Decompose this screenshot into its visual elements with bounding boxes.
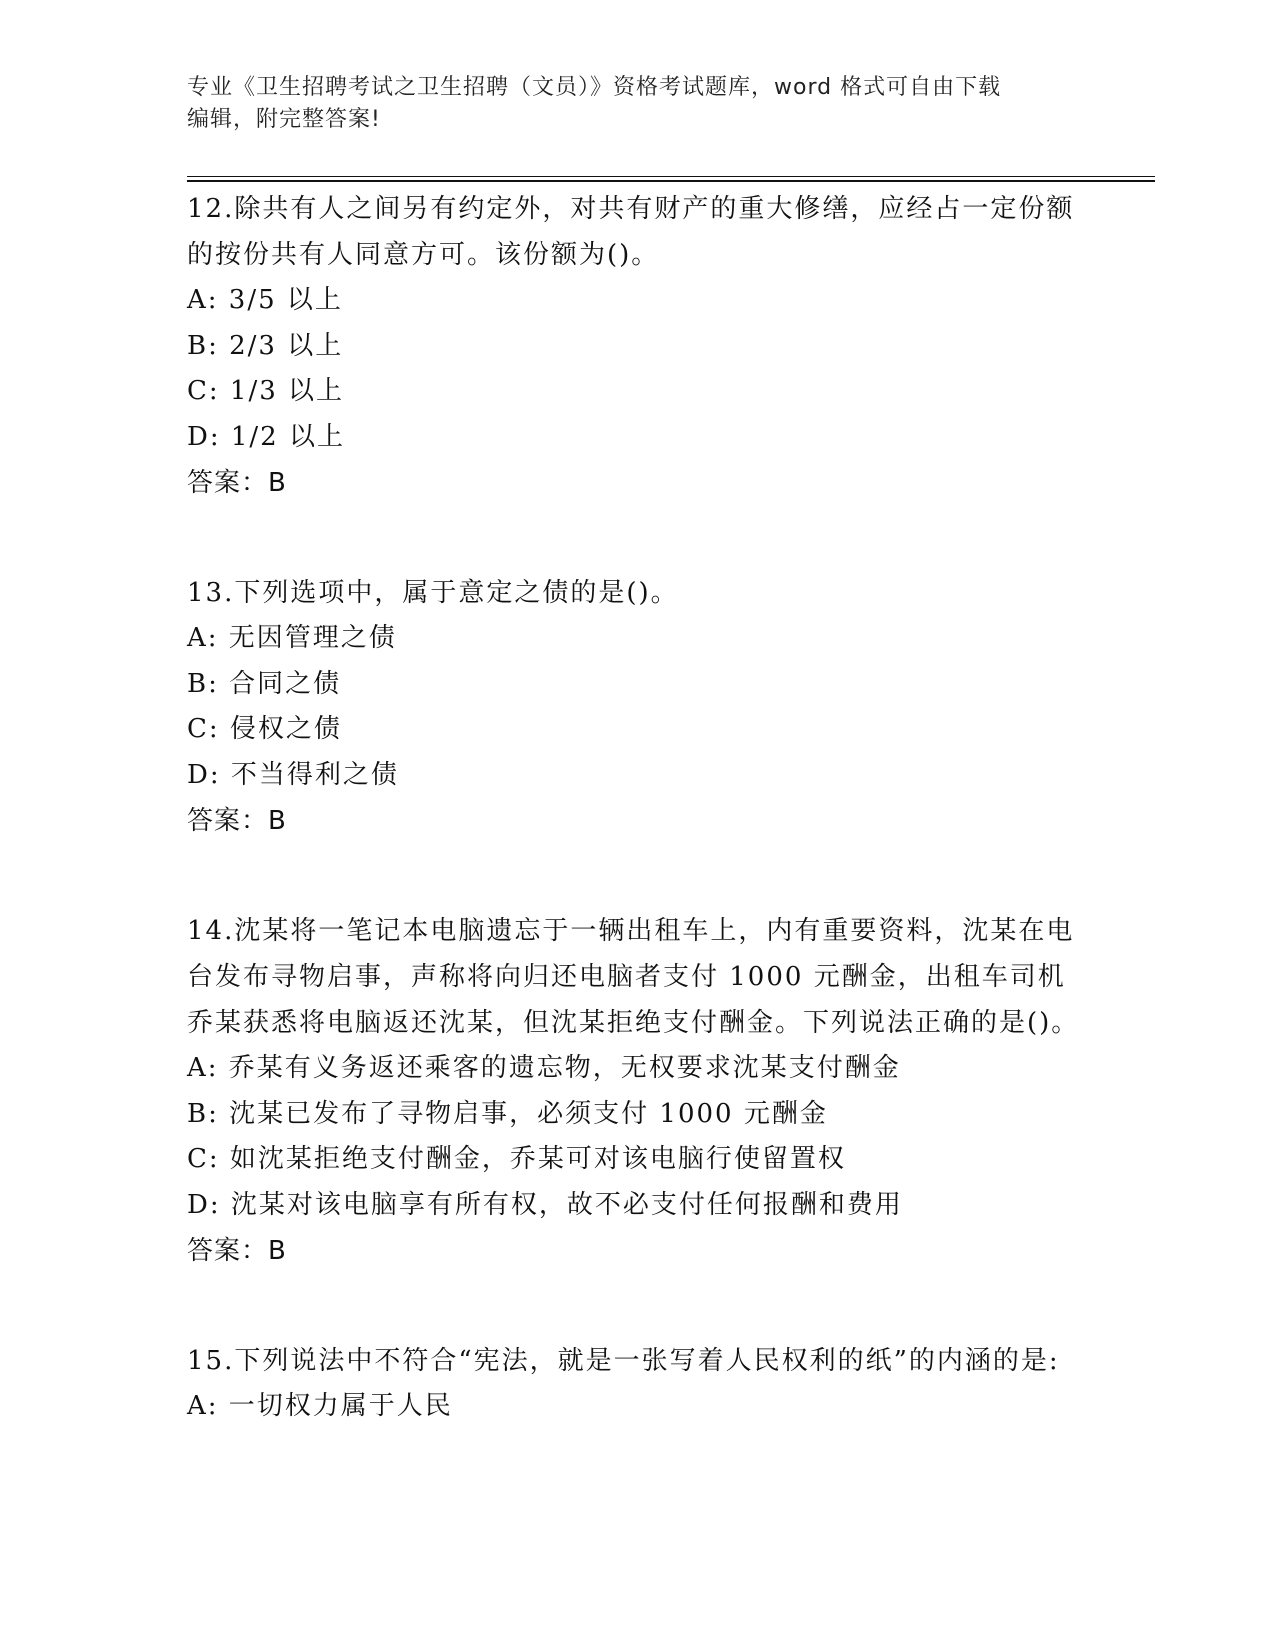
answer: 答案：B xyxy=(187,468,287,498)
question-stem: 14.沈某将一笔记本电脑遗忘于一辆出租车上，内有重要资料，沈某在电台发布寻物启事，声称将向归还电脑者支付 1000 元酬金，出租车司机乔某获悉将电脑返还沈某，但沈某拒绝支付酬金。下列说法正确的是()。 xyxy=(187,916,1080,1038)
option-d: D: 沈某对该电脑享有所有权，故不必支付任何报酬和费用 xyxy=(187,1189,903,1220)
option-c: C: 如沈某拒绝支付酬金，乔某可对该电脑行使留置权 xyxy=(187,1144,846,1174)
question-stem: 15.下列说法中不符合“宪法，就是一张写着人民权利的纸”的内涵的是: xyxy=(187,1346,1060,1376)
option-c: C: 侵权之债 xyxy=(187,714,342,744)
option-d: D: 不当得利之债 xyxy=(187,759,399,790)
answer: 答案：B xyxy=(187,1236,287,1266)
header-divider-thick xyxy=(187,180,1155,182)
option-b: B: 合同之债 xyxy=(187,668,342,699)
answer: 答案：B xyxy=(187,806,287,836)
header-line-2: 编辑，附完整答案! xyxy=(187,107,381,132)
option-a: A: 3/5 以上 xyxy=(187,285,343,315)
question-list xyxy=(187,186,1087,1494)
option-b: B: 2/3 以上 xyxy=(187,330,344,361)
question-15 xyxy=(187,1338,1087,1430)
option-b: B: 沈某已发布了寻物启事，必须支付 1000 元酬金 xyxy=(187,1098,828,1129)
question-14 xyxy=(187,908,1087,1274)
document-header xyxy=(187,72,1067,136)
option-a: A: 一切权力属于人民 xyxy=(187,1391,453,1421)
option-d: D: 1/2 以上 xyxy=(187,421,345,452)
question-12 xyxy=(187,186,1087,506)
header-line-1: 专业《卫生招聘考试之卫生招聘（文员）》资格考试题库，word 格式可自由下载 xyxy=(187,75,1002,100)
option-c: C: 1/3 以上 xyxy=(187,376,345,406)
option-a: A: 无因管理之债 xyxy=(187,623,397,653)
option-a: A: 乔某有义务返还乘客的遗忘物，无权要求沈某支付酬金 xyxy=(187,1053,901,1083)
question-13 xyxy=(187,570,1087,844)
question-stem: 13.下列选项中，属于意定之债的是()。 xyxy=(187,578,679,608)
header-divider-thin xyxy=(187,176,1155,177)
question-stem: 12.除共有人之间另有约定外，对共有财产的重大修缮，应经占一定份额的按份共有人同意方可。该份额为()。 xyxy=(187,194,1075,270)
